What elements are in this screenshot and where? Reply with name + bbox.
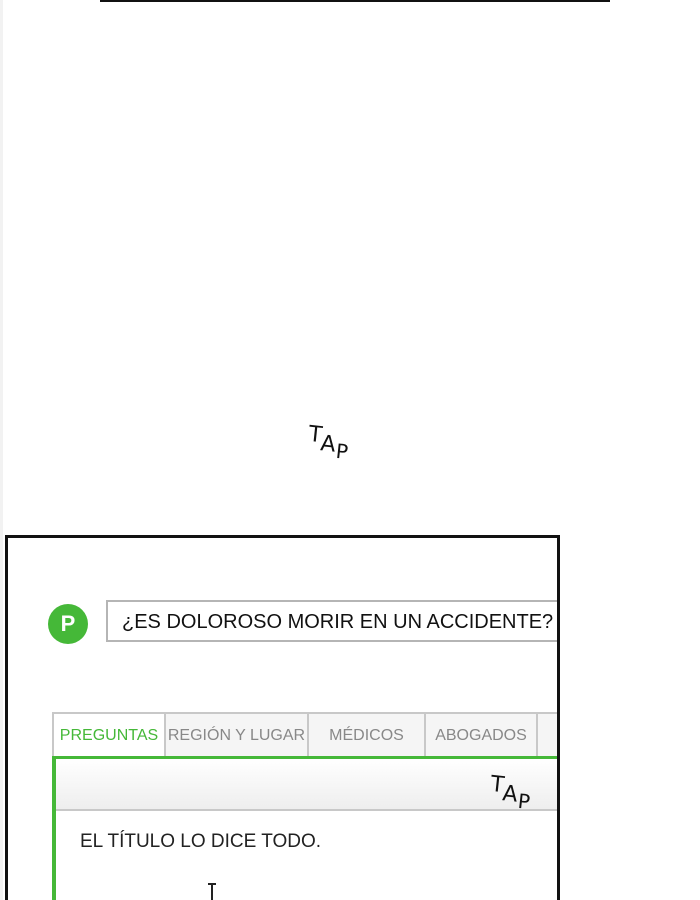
tab-preguntas[interactable]: PREGUNTAS xyxy=(52,714,166,758)
sfx-letter: A xyxy=(501,781,520,808)
sfx-letter: T xyxy=(489,771,505,799)
sfx-letter: P xyxy=(334,438,351,465)
comic-panel-screen xyxy=(5,535,560,900)
tab-abogados[interactable]: ABOGADOS xyxy=(426,714,538,758)
content-body-text: EL TÍTULO LO DICE TODO. xyxy=(80,831,322,852)
tab-more[interactable] xyxy=(538,714,560,758)
sfx-letter: T xyxy=(307,421,323,449)
upper-comic-panel xyxy=(100,0,610,2)
sfx-letter: A xyxy=(319,431,338,458)
tab-region-y-lugar[interactable]: REGIÓN Y LUGAR xyxy=(166,714,309,758)
tab-medicos[interactable]: MÉDICOS xyxy=(309,714,426,758)
question-title-box xyxy=(106,600,560,642)
tap-sound-effect-upper xyxy=(307,421,351,465)
sfx-letter: P xyxy=(516,788,533,815)
tap-sound-effect-lower xyxy=(489,771,533,815)
text-cursor-icon xyxy=(208,883,216,900)
question-title: ¿ES DOLOROSO MORIR EN UN ACCIDENTE? xyxy=(122,611,554,633)
category-tabs xyxy=(52,712,560,758)
page-edge xyxy=(0,0,3,900)
question-badge-icon: P xyxy=(48,604,88,644)
content-area xyxy=(52,756,560,900)
content-header-bar xyxy=(56,759,560,811)
